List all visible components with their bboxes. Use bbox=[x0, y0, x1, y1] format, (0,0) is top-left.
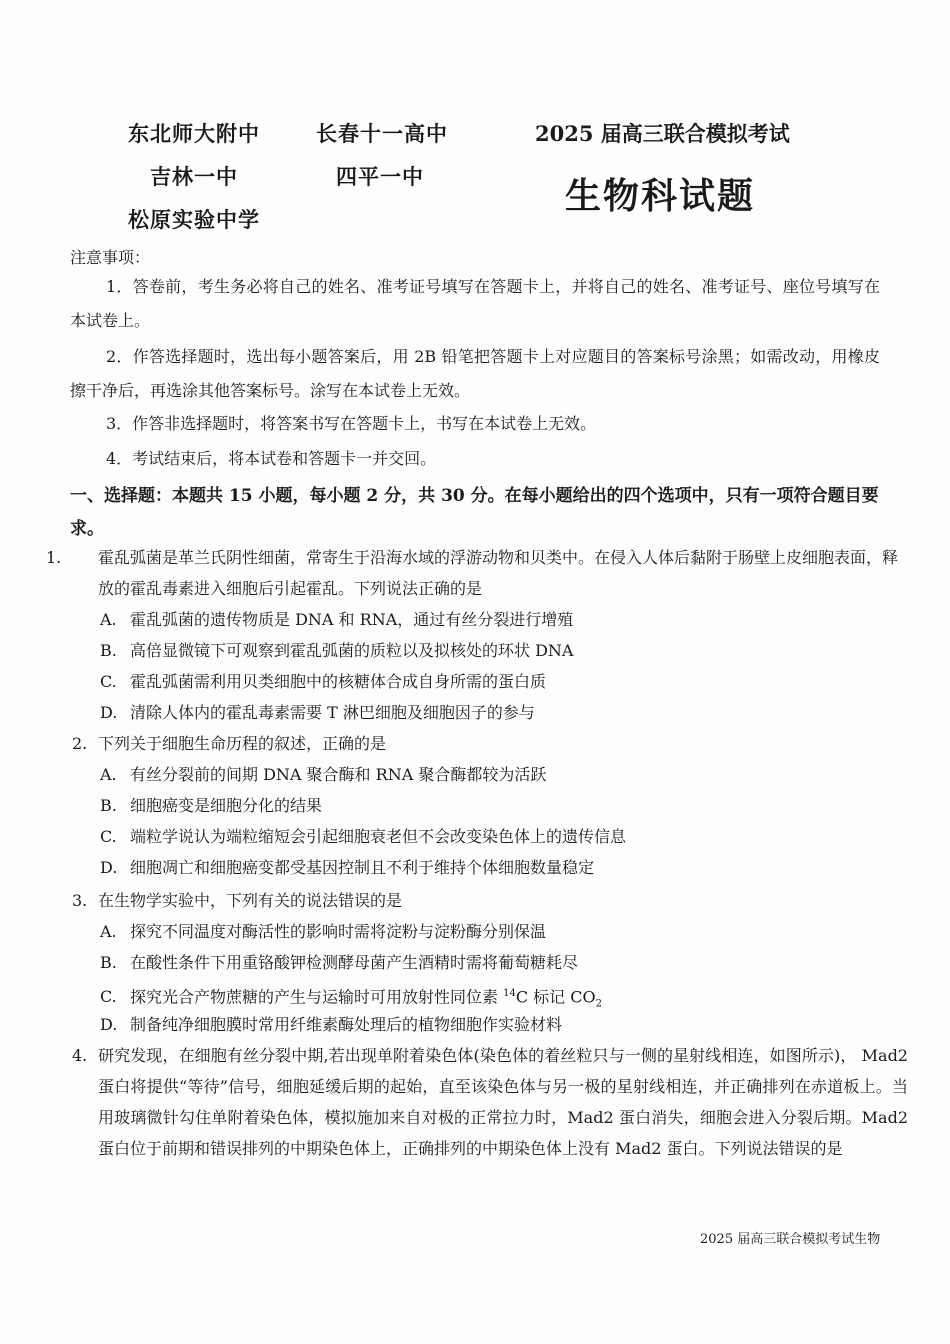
option bbox=[100, 697, 880, 728]
option-letter: B. bbox=[100, 641, 117, 660]
option-text: 霍乱弧菌需利用贝类细胞中的核糖体合成自身所需的蛋白质 bbox=[130, 672, 547, 691]
option-text: 探究光合产物蔗糖的产生与运输时可用放射性同位素 bbox=[130, 987, 504, 1007]
notice-heading: 注意事项： bbox=[70, 248, 151, 267]
option bbox=[100, 790, 880, 821]
question-text: 霍乱弧菌是革兰氏阴性细菌，常寄生于沿海水域的浮游动物和贝类中。在侵入人体后黏附于肠壁上皮细胞表面，释放的霍乱毒素进入细胞后引起霍乱。下列说法正确的是 bbox=[98, 548, 899, 598]
option-text: 细胞凋亡和细胞癌变都受基因控制且不利于维持个体细胞数量稳定 bbox=[130, 858, 595, 877]
option-text: 端粒学说认为端粒缩短会引起细胞衰老但不会改变染色体上的遗传信息 bbox=[130, 827, 627, 846]
question-stem bbox=[72, 885, 882, 916]
question-text: 下列关于细胞生命历程的叙述，正确的是 bbox=[98, 734, 387, 753]
page-footer: 2025 届高三联合模拟考试生物 bbox=[700, 1232, 881, 1247]
question-number: 4. bbox=[72, 1046, 88, 1065]
question-text: 研究发现，在细胞有丝分裂中期,若出现单附着染色体(染色体的着丝粒只与一侧的星射线相连，如图所示)， Mad2 蛋白将提供“等待”信号，细胞延缓后期的起始，直至该染色体与另一极的星射线相连，并正确排列在赤道板上。当用玻璃微针勾住单附着染色体，模拟施加来自对极的正常拉力时，Mad2 蛋白消失，细胞会进入分裂后期。Mad2 蛋白位于前期和错误排列的中期染色体上，正确排列的中期染色体上没有 Mad2 蛋白。下列说法错误的是 bbox=[98, 1046, 908, 1158]
school-name: 东北师大附中 bbox=[128, 121, 260, 146]
question-stem bbox=[46, 542, 908, 604]
subject-title: 生物科试题 bbox=[565, 175, 756, 217]
question-text: 在生物学实验中，下列有关的说法错误的是 bbox=[98, 891, 403, 910]
option bbox=[100, 852, 880, 883]
question-number: 3. bbox=[72, 891, 88, 910]
exam-title: 2025 届高三联合模拟考试 bbox=[535, 121, 790, 146]
question-stem bbox=[72, 728, 882, 759]
notice-item: 2．作答选择题时，选出每小题答案后，用 2B 铅笔把答题卡上对应题目的答案标号涂黑；如需改动，用橡皮擦干净后，再选涂其他答案标号。涂写在本试卷上无效。 bbox=[70, 347, 880, 400]
option-text: 清除人体内的霍乱毒素需要 T 淋巴细胞及细胞因子的参与 bbox=[130, 703, 535, 722]
section-heading: 一、选择题：本题共 15 小题，每小题 2 分，共 30 分。在每小题给出的四个选项中，只有一项符合题目要求。 bbox=[70, 486, 879, 539]
notice-item: 3．作答非选择题时，将答案书写在答题卡上，书写在本试卷上无效。 bbox=[106, 414, 597, 433]
question-stem bbox=[72, 1040, 908, 1164]
option-text: 霍乱弧菌的遗传物质是 DNA 和 RNA，通过有丝分裂进行增殖 bbox=[130, 610, 574, 629]
option-letter: D. bbox=[100, 858, 118, 877]
option bbox=[100, 604, 880, 635]
option-letter: B. bbox=[100, 953, 117, 972]
option-text: 制备纯净细胞膜时常用纤维素酶处理后的植物细胞作实验材料 bbox=[130, 1015, 563, 1034]
notice-item: 1．答卷前，考生务必将自己的姓名、准考证号填写在答题卡上，并将自己的姓名、准考证号、座位号填写在本试卷上。 bbox=[70, 277, 880, 330]
school-name: 长春十一高中 bbox=[316, 121, 448, 146]
option bbox=[100, 821, 880, 852]
option-letter: A. bbox=[100, 765, 117, 784]
option-letter: A. bbox=[100, 610, 117, 629]
option-letter: C. bbox=[100, 827, 117, 846]
option bbox=[100, 1009, 880, 1040]
option-letter: B. bbox=[100, 796, 117, 815]
option-letter: D. bbox=[100, 1015, 118, 1034]
option-letter: A. bbox=[100, 922, 117, 941]
option-text: 有丝分裂前的间期 DNA 聚合酶和 RNA 聚合酶都较为活跃 bbox=[130, 765, 547, 784]
notice-item: 4．考试结束后，将本试卷和答题卡一并交回。 bbox=[106, 449, 437, 468]
option bbox=[100, 947, 880, 978]
question-number: 1. bbox=[46, 548, 62, 567]
option-letter: C. bbox=[100, 987, 117, 1007]
formula-subscript: 2 bbox=[595, 998, 602, 1010]
isotope-superscript: 14 bbox=[503, 988, 516, 999]
school-name: 吉林一中 bbox=[150, 164, 238, 189]
option-text: 探究不同温度对酶活性的影响时需将淀粉与淀粉酶分别保温 bbox=[130, 922, 547, 941]
question-number: 2. bbox=[72, 734, 88, 753]
school-name: 松原实验中学 bbox=[128, 207, 260, 232]
option-letter: D. bbox=[100, 703, 118, 722]
option-text: 细胞癌变是细胞分化的结果 bbox=[130, 796, 323, 815]
option bbox=[100, 666, 880, 697]
option-text: 在酸性条件下用重铬酸钾检测酵母菌产生酒精时需将葡萄糖耗尽 bbox=[130, 953, 579, 972]
option-letter: C. bbox=[100, 672, 117, 691]
option bbox=[100, 759, 880, 790]
option-text: 高倍显微镜下可观察到霍乱弧菌的质粒以及拟核处的环状 DNA bbox=[130, 641, 574, 660]
school-name: 四平一中 bbox=[336, 164, 424, 189]
option bbox=[100, 916, 880, 947]
option-text: C 标记 CO bbox=[515, 987, 596, 1007]
option bbox=[100, 635, 880, 666]
